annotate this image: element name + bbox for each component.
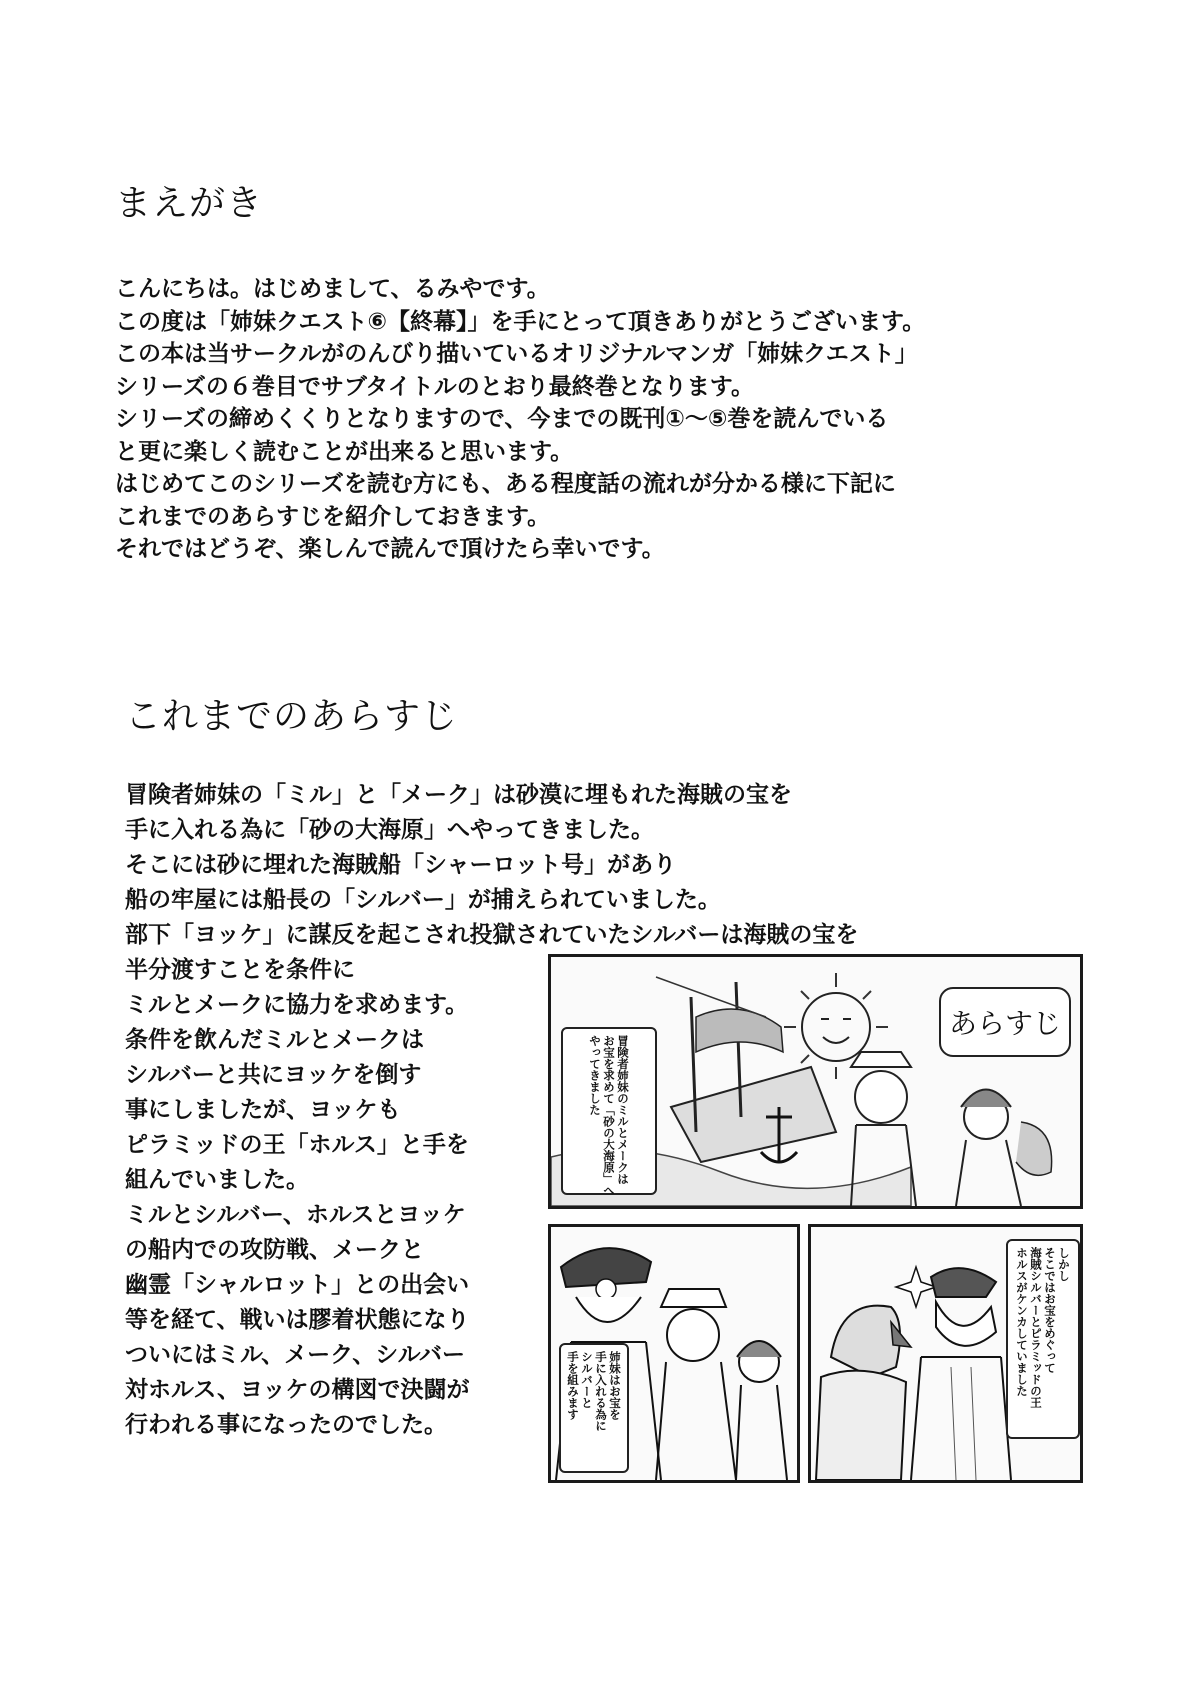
intro-line: シリーズの６巻目でサブタイトルのとおり最終巻となります。 bbox=[115, 373, 754, 400]
intro-heading: まえがき bbox=[115, 183, 264, 224]
intro-line: この度は「姉妹クエスト⑥【終幕】」を手にとって頂きありがとうございます。 bbox=[115, 308, 926, 335]
synopsis-line: ミルとメークに協力を求めます。 bbox=[125, 992, 469, 1018]
intro-body bbox=[115, 273, 925, 566]
synopsis-line: 行われる事になったのでした。 bbox=[125, 1412, 447, 1438]
synopsis-line: 船の牢屋には船長の「シルバー」が捕えられていました。 bbox=[125, 887, 721, 913]
synopsis-line: 条件を飲んだミルとメークは bbox=[125, 1027, 424, 1053]
intro-line: と更に楽しく読むことが出来ると思います。 bbox=[115, 438, 574, 465]
caption-top-line: お宝を求めて「砂の大海原」へ bbox=[602, 1035, 616, 1196]
intro-line: この本は当サークルがのんびり描いているオリジナルマンガ「姉妹クエスト」 bbox=[115, 341, 918, 367]
caption-top bbox=[561, 1027, 657, 1195]
synopsis-line: 幽霊「シャルロット」との出会い bbox=[125, 1272, 470, 1298]
caption-bottom-right-line: 海賊シルバーとピラミッドの王 bbox=[1029, 1247, 1043, 1408]
caption-bottom-right-line: しかし bbox=[1057, 1247, 1071, 1282]
synopsis-line: ついにはミル、メーク、シルバー bbox=[125, 1342, 466, 1368]
caption-bottom-left-line: 手を組みます bbox=[566, 1351, 580, 1420]
caption-top-line: 冒険者姉妹のミルとメークは bbox=[616, 1035, 630, 1185]
intro-line: これまでのあらすじを紹介しておきます。 bbox=[115, 503, 551, 530]
synopsis-line: 部下「ヨッケ」に謀反を起こされ投獄されていたシルバーは海賊の宝を bbox=[125, 922, 859, 948]
manga-panel-top bbox=[548, 954, 1083, 1209]
synopsis-line: 対ホルス、ヨッケの構図で決闘が bbox=[125, 1377, 470, 1403]
caption-bottom-left bbox=[559, 1343, 629, 1473]
manga-panel-bottom-right bbox=[808, 1224, 1083, 1483]
synopsis-line: 冒険者姉妹の「ミル」と「メーク」は砂漠に埋もれた海賊の宝を bbox=[125, 782, 792, 808]
caption-bottom-left-line: 姉妹はお宝を bbox=[608, 1351, 622, 1420]
synopsis-line: の船内での攻防戦、メークと bbox=[125, 1237, 424, 1263]
caption-top-line: やってきました bbox=[588, 1035, 602, 1116]
synopsis-line: ミルとシルバー、ホルスとヨッケ bbox=[125, 1202, 466, 1228]
synopsis-line: 組んでいました。 bbox=[125, 1167, 309, 1193]
caption-bottom-right-line: そこではお宝をめぐって bbox=[1043, 1247, 1057, 1374]
caption-bottom-right bbox=[1006, 1239, 1080, 1439]
intro-line: シリーズの締めくくりとなりますので、今までの既刊①～⑤巻を読んでいる bbox=[115, 406, 889, 432]
intro-line: こんにちは。はじめまして、るみやです。 bbox=[115, 276, 550, 302]
synopsis-line: シルバーと共にヨッケを倒す bbox=[125, 1062, 422, 1088]
manga-panel-bottom-left bbox=[548, 1224, 800, 1483]
synopsis-heading: これまでのあらすじ bbox=[125, 696, 459, 737]
synopsis-line: そこには砂に埋れた海賊船「シャーロット号」があり bbox=[125, 852, 677, 878]
synopsis-line: ピラミッドの王「ホルス」と手を bbox=[125, 1132, 469, 1158]
caption-bottom-left-line: シルバーと bbox=[580, 1351, 594, 1409]
caption-bottom-left-line: 手に入れる為に bbox=[594, 1351, 608, 1432]
intro-line: はじめてこのシリーズを読む方にも、ある程度話の流れが分かる様に下記に bbox=[115, 471, 896, 497]
intro-line: それではどうぞ、楽しんで読んで頂けたら幸いです。 bbox=[115, 536, 665, 562]
synopsis-line: 事にしましたが、ヨッケも bbox=[125, 1097, 401, 1123]
synopsis-line: 等を経て、戦いは膠着状態になり bbox=[125, 1307, 470, 1333]
synopsis-line: 手に入れる為に「砂の大海原」へやってきました。 bbox=[125, 817, 654, 843]
synopsis-line: 半分渡すことを条件に bbox=[125, 957, 355, 983]
caption-bottom-right-line: ホルスがケンカしていました bbox=[1015, 1247, 1029, 1397]
arasuji-sign: あらすじ bbox=[939, 987, 1071, 1057]
